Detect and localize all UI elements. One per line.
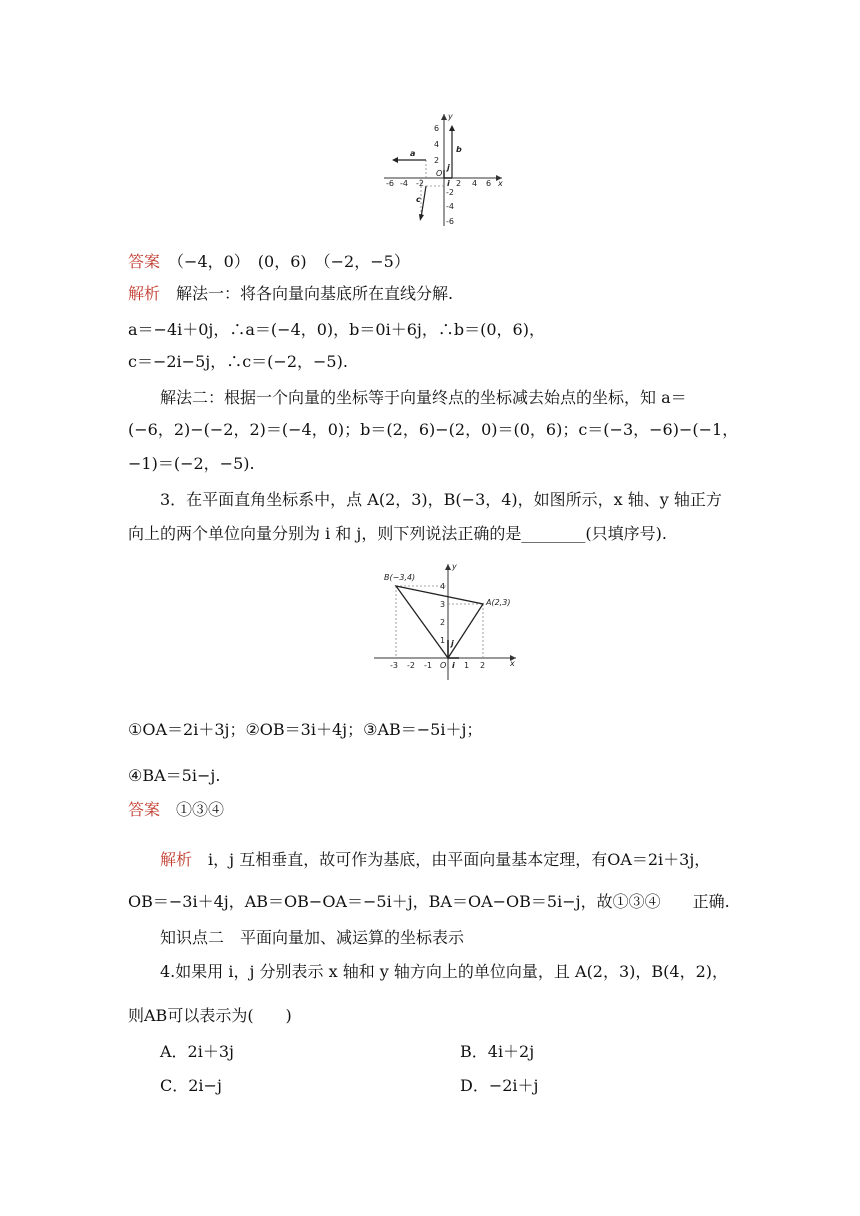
fig1-ytick: -6 [446, 217, 454, 226]
q2-answer: （−4，0） (0，6) （−2，−5） [176, 252, 410, 271]
q3-stem-l1: 3．在平面直角坐标系中，点 A(2，3)，B(−3，4)，如图所示，x 轴、y 轴正方 [160, 490, 722, 509]
fig2-i: i [452, 661, 455, 670]
fig2-ytick: 4 [440, 582, 446, 591]
fig1-label-c: c [416, 195, 421, 204]
fig1-xtick: 4 [472, 179, 478, 188]
fig2-xtick: -1 [424, 661, 432, 670]
q2-method2-l2: (−6，2)−(−2，2)＝(−4，0)；b＝(2，6)−(2，0)＝(0，6)；c＝(−3，−6)−(−1， [128, 420, 739, 439]
fig1-origin: O [436, 169, 443, 178]
fig1-ytick: -4 [446, 202, 454, 211]
fig2-ytick: 1 [440, 636, 446, 645]
fig2-axis-y: y [452, 562, 457, 571]
fig1-label-b: b [456, 145, 462, 154]
fig1-ytick: 2 [434, 156, 440, 165]
q3-answer: ①③④ [176, 800, 225, 819]
q3-options-l1: ①OA＝2i＋3j；②OB＝3i＋4j；③AB＝−5i＋j； [128, 720, 483, 739]
q2-line-a: a＝−4i＋0j，∴a＝(−4，0)，b＝0i＋6j，∴b＝(0，6)， [128, 320, 545, 339]
fig1-xtick: 6 [486, 179, 492, 188]
answer-label: 答案 [128, 800, 161, 819]
q2-analysis-intro: 解法一：将各向量向基底所在直线分解. [176, 284, 454, 303]
fig1-xtick: -2 [416, 179, 424, 188]
q3-stem-l2: 向上的两个单位向量分别为 i 和 j，则下列说法正确的是________(只填序号). [128, 524, 667, 543]
q2-analysis-line [128, 282, 453, 306]
fig2-axis-x: x [510, 659, 515, 668]
fig1-ytick: -2 [446, 188, 454, 197]
fig2-ytick: 3 [440, 600, 446, 609]
fig1-xtick: -6 [386, 179, 394, 188]
q3-options-l2: ④BA＝5i−j. [128, 766, 221, 785]
q3-answer-line [128, 798, 224, 822]
fig2-xtick: -2 [407, 661, 415, 670]
fig1-axis-y: y [448, 112, 453, 121]
answer-label: 答案 [128, 252, 161, 271]
fig1-ytick: 4 [434, 140, 440, 149]
q3-analysis-l1 [160, 848, 710, 872]
q4-option-b: B．4i＋2j [460, 1042, 535, 1061]
q2-answer-line [128, 250, 410, 274]
fig1-ytick: 6 [434, 124, 440, 133]
q3-analysis-l2: OB＝−3i＋4j，AB＝OB−OA＝−5i＋j，BA＝OA−OB＝5i−j，故①③④ 正确. [128, 892, 730, 911]
section-heading: 知识点二 平面向量加、减运算的坐标表示 [160, 928, 465, 947]
q4-option-a: A．2i＋3j [160, 1042, 234, 1061]
q4-stem-l2: 则AB可以表示为( ) [128, 1006, 292, 1025]
fig1-xtick: 2 [456, 179, 462, 188]
q4-option-c: C．2i−j [160, 1076, 222, 1095]
fig2-xtick: 1 [464, 661, 470, 670]
fig2-xtick: -3 [390, 661, 398, 670]
fig1-axis-x: x [498, 179, 503, 188]
fig2-label-A: A(2,3) [486, 598, 511, 607]
analysis-label: 解析 [128, 284, 161, 303]
fig2-origin: O [440, 661, 447, 670]
fig1-xtick: -4 [400, 179, 408, 188]
q2-line-c: c＝−2i−5j，∴c＝(−2，−5). [128, 352, 348, 371]
q3-analysis-text: i，j 互相垂直，故可作为基底，由平面向量基本定理，有OA＝2i＋3j， [208, 850, 711, 869]
fig1-label-a: a [410, 149, 416, 158]
fig2-label-B: B(−3,4) [384, 573, 416, 582]
vector-figure-1 [380, 110, 510, 232]
q4-stem-l1: 4.如果用 i，j 分别表示 x 轴和 y 轴方向上的单位向量，且 A(2，3)，B(4，2)， [160, 962, 729, 981]
q4-option-d: D．−2i＋j [460, 1076, 539, 1095]
vector-figure-2 [370, 560, 520, 682]
fig2-j: j [451, 639, 454, 648]
q2-method2-l1: 解法二：根据一个向量的坐标等于向量终点的坐标减去始点的坐标，知 a＝ [160, 388, 687, 407]
fig2-xtick: 2 [480, 661, 486, 670]
fig2-ytick: 2 [440, 618, 446, 627]
q2-method2-l3: −1)＝(−2，−5). [128, 454, 255, 473]
fig1-label-j: j [447, 163, 450, 172]
fig1-label-i: i [447, 179, 450, 188]
analysis-label: 解析 [160, 850, 193, 869]
